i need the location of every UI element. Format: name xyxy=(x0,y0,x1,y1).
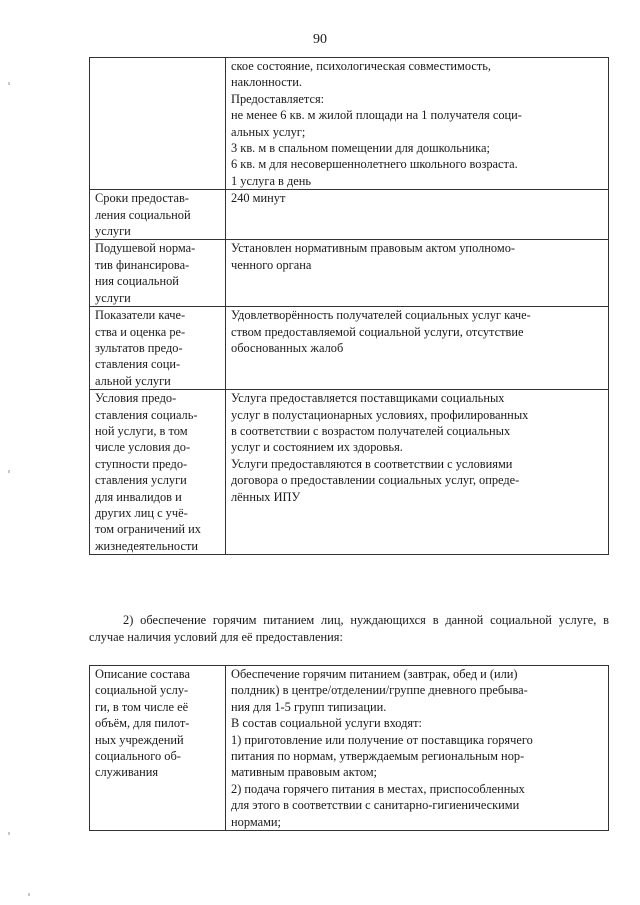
scan-speck xyxy=(8,832,10,835)
content-line: полдник) в центре/отделении/группе дневного пребыва- xyxy=(231,683,528,698)
label-line: ставления соци- xyxy=(95,357,181,372)
content-line: ское состояние, психологическая совместимость, xyxy=(231,59,492,73)
row-label-cell xyxy=(90,390,226,555)
label-line: ных учреждений xyxy=(95,732,184,747)
label-line: объём, для пилот- xyxy=(95,716,190,731)
content-line: ченного органа xyxy=(231,257,312,272)
content-line: услуг и состоянием их здоровья. xyxy=(231,440,403,455)
content-line: Услуга предоставляется поставщиками социальных xyxy=(231,391,505,406)
content-line: Предоставляется: xyxy=(231,91,325,106)
content-line: Услуги предоставляются в соответствии с условиями xyxy=(231,456,513,471)
table-row xyxy=(90,307,609,390)
row-content-cell xyxy=(226,58,609,190)
content-line: нормами; xyxy=(231,814,282,829)
label-line: для инвалидов и xyxy=(95,489,182,504)
label-line: зультатов предо- xyxy=(95,340,183,355)
label-line: ступности предо- xyxy=(95,456,188,471)
content-line: не менее 6 кв. м жилой площади на 1 получателя соци- xyxy=(231,108,522,123)
label-line: альной услуги xyxy=(95,373,171,388)
label-line: ставления услуги xyxy=(95,473,187,488)
scan-speck xyxy=(8,82,10,85)
label-line: других лиц с учё- xyxy=(95,505,188,520)
label-line: услуги xyxy=(95,224,131,239)
scan-speck xyxy=(28,893,30,896)
service-table-1 xyxy=(89,57,609,555)
row-label-cell xyxy=(90,666,226,831)
content-line: для этого в соответствии с санитарно-гигиеническими xyxy=(231,798,520,813)
row-content-cell xyxy=(226,240,609,307)
label-line: ния социальной xyxy=(95,274,179,289)
table-row xyxy=(90,190,609,240)
label-line: Сроки предостав- xyxy=(95,191,189,206)
label-line: тив финансирова- xyxy=(95,257,190,272)
label-line: социальной услу- xyxy=(95,683,189,698)
table-row xyxy=(90,390,609,555)
label-line: Подушевой норма- xyxy=(95,241,196,256)
content-line: мативным правовым актом; xyxy=(231,765,377,780)
scan-speck xyxy=(8,470,10,473)
content-line: ния для 1-5 групп типизации. xyxy=(231,699,387,714)
content-line: 6 кв. м для несовершеннолетнего школьного возраста. xyxy=(231,157,518,172)
content-line: 2) подача горячего питания в местах, приспособленных xyxy=(231,781,525,796)
content-line: ством предоставляемой социальной услуги, отсутствие xyxy=(231,324,524,339)
row-content-cell xyxy=(226,666,609,831)
content-line: альных услуг; xyxy=(231,124,306,139)
row-label-cell xyxy=(90,190,226,240)
table-row xyxy=(90,666,609,831)
row-label-cell xyxy=(90,58,226,190)
content-line: лённых ИПУ xyxy=(231,489,301,504)
row-content-cell xyxy=(226,307,609,390)
table-row xyxy=(90,240,609,307)
label-line: том ограничений их xyxy=(95,522,201,537)
content-line: договора о предоставлении социальных услуг, опреде- xyxy=(231,473,520,488)
label-line: жизнедеятельности xyxy=(95,538,198,553)
label-line: служивания xyxy=(95,765,159,780)
label-line: социального об- xyxy=(95,749,181,764)
label-line: услуги xyxy=(95,290,131,305)
content-line: в соответствии с возрастом получателей социальных xyxy=(231,423,511,438)
service-table-2 xyxy=(89,665,609,831)
content-line: 1) приготовление или получение от поставщика горячего xyxy=(231,732,533,747)
label-line: ства и оценка ре- xyxy=(95,324,186,339)
label-line: ной услуги, в том xyxy=(95,423,188,438)
row-label-cell xyxy=(90,307,226,390)
page-number: 90 xyxy=(313,32,327,47)
content-line: Установлен нормативным правовым актом уполномо- xyxy=(231,241,516,256)
content-line: обоснованных жалоб xyxy=(231,340,344,355)
label-line: Описание состава xyxy=(95,667,190,681)
content-line: наклонности. xyxy=(231,75,302,90)
label-line: Показатели каче- xyxy=(95,308,186,323)
content-line: Удовлетворённость получателей социальных услуг каче- xyxy=(231,308,531,323)
content-line: В состав социальной услуги входят: xyxy=(231,716,422,731)
content-line: услуг в полустационарных условиях, профилированных xyxy=(231,407,529,422)
row-content-cell xyxy=(226,190,609,240)
row-label-cell xyxy=(90,240,226,307)
label-line: ставления социаль- xyxy=(95,407,198,422)
row-content-cell xyxy=(226,390,609,555)
content-line: 1 услуга в день xyxy=(231,173,312,188)
content-line: 3 кв. м в спальном помещении для дошкольника; xyxy=(231,141,490,156)
table-row xyxy=(90,58,609,190)
section-paragraph: 2) обеспечение горячим питанием лиц, нуждающихся в данной социальной услуге, в случае наличия условий для её предоставления: xyxy=(89,613,609,644)
label-line: числе условия до- xyxy=(95,440,191,455)
label-line: ги, в том числе её xyxy=(95,699,189,714)
label-line: ления социальной xyxy=(95,207,191,222)
content-line: питания по нормам, утверждаемым региональным нор- xyxy=(231,749,525,764)
content-line: 240 минут xyxy=(231,191,286,206)
label-line: Условия предо- xyxy=(95,391,177,406)
content-line: Обеспечение горячим питанием (завтрак, обед и (или) xyxy=(231,667,518,681)
